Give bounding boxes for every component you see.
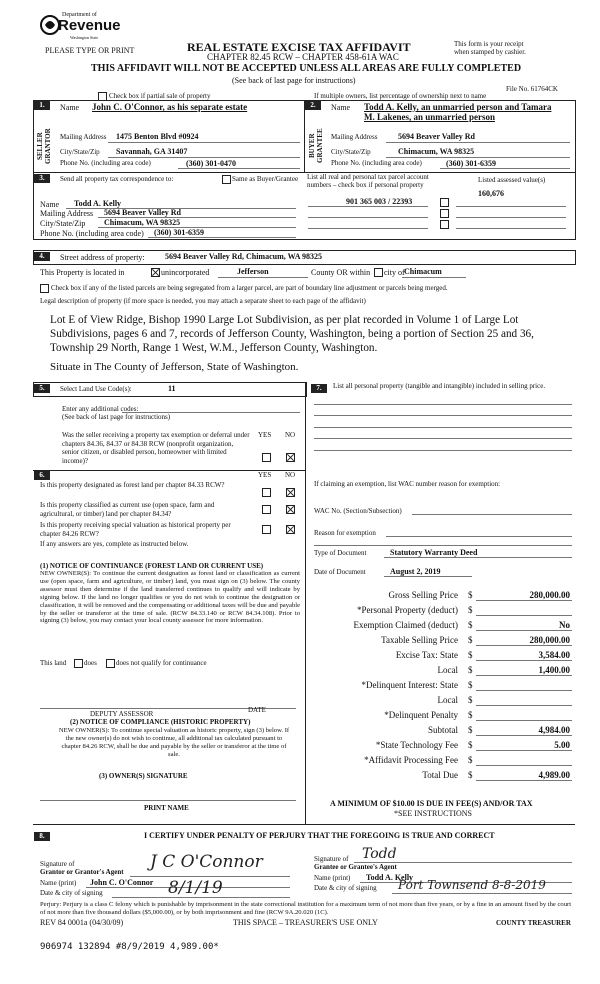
- logo-main: Revenue: [58, 17, 121, 34]
- calc-row: [314, 679, 576, 694]
- grantee-date-label: Date & city of signing: [314, 884, 377, 892]
- calc-label: Taxable Selling Price: [381, 635, 458, 645]
- calc-label: *State Technology Fee: [375, 740, 458, 750]
- please-type: PLEASE TYPE OR PRINT: [45, 46, 135, 55]
- form-title: REAL ESTATE EXCISE TAX AFFIDAVIT: [187, 40, 411, 54]
- section-2-marker: 2.: [305, 101, 321, 110]
- owner-signature-label: (3) OWNER(S) SIGNATURE: [99, 772, 188, 780]
- legal-description: Lot E of View Ridge, Bishop 1990 Large Lot Subdivision, as per plat recorded in Volume 1 of Large Lot Subdivisions, pages 6 and 7, records of Jefferson County, Washington, being a portion of Section 25 and 36, Township 29 North, Range 1 West, W.M., Jefferson County, Washington.: [50, 314, 534, 354]
- seller-mailing: 1475 Benton Blvd #0924: [116, 132, 199, 141]
- calc-line: [476, 705, 572, 706]
- section-7-marker: 7.: [311, 384, 327, 393]
- calc-row: [314, 754, 576, 769]
- buyer-name-line-1: Todd A. Kelly, an unmarried person and Tamara: [364, 102, 552, 112]
- exemption-no-checkbox[interactable]: [286, 453, 295, 462]
- calc-value: 4,989.00: [538, 770, 570, 780]
- same-as-buyer-checkbox[interactable]: [222, 175, 231, 184]
- buyer-name-label: Name: [331, 103, 351, 112]
- deputy-assessor-label: DEPUTY ASSESSOR: [90, 710, 154, 718]
- minimum-fee-note: A MINIMUM OF $10.00 IS DUE IN FEE(S) AND/OR TAX: [330, 799, 533, 808]
- calc-line: [476, 720, 572, 721]
- tax-calculation-table: [314, 589, 576, 785]
- same-as-buyer-label: Same as Buyer/Grantee: [232, 175, 299, 183]
- logo-top: Department of: [62, 12, 97, 18]
- calc-dollar: $: [468, 710, 473, 720]
- continuance-text: NEW OWNER(S): To continue the current designation as forest land or classification as current use (open space, farm and agriculture, or timber) land, you must sign on (3) below. The county assessor must then determine if the land transferred continues to qualify and will indicate by signing below. If the land no longer qualifies or you do not wish to continue the designation or classification, it will be removed and the compensating or additional taxes will be due and payable by the seller or transferor at the time of sale. (RCW 84.33.140 or RCW 84.34.108). Prior to signing (3) below, you may contact your local county assessor for more information.: [40, 570, 301, 625]
- grantee-signature: Todd: [362, 846, 397, 862]
- property-city: Chimacum: [404, 267, 442, 276]
- calc-label: *Delinquent Interest: State: [361, 680, 458, 690]
- section-6-marker: 6.: [34, 471, 50, 480]
- doc-date: August 2, 2019: [390, 567, 441, 576]
- current-use-question: Is this property classified as current use (open space, farm and agricultural, or timber) land per chapter 84.34?: [40, 501, 215, 518]
- s3-name-label: Name: [40, 200, 60, 209]
- s3-phone-label: Phone No. (including area code): [40, 229, 144, 238]
- seller-phone-label: Phone No. (including area code): [60, 159, 151, 167]
- calc-row: [314, 619, 576, 634]
- doc-date-label: Date of Document: [314, 568, 366, 576]
- calc-row: [314, 694, 576, 709]
- calc-dollar: $: [468, 755, 473, 765]
- seller-name-label: Name: [60, 103, 80, 112]
- does-not-qualify-checkbox[interactable]: [106, 659, 115, 668]
- calc-line: [476, 675, 572, 676]
- parcel-header-2: numbers – check box if personal property: [307, 181, 424, 189]
- personal-property-label: List all personal property (tangible and intangible) included in selling price.: [333, 382, 546, 390]
- doc-type-label: Type of Document: [314, 549, 367, 557]
- does-label: does: [84, 659, 97, 667]
- calc-label: *Personal Property (deduct): [357, 605, 458, 615]
- grantee-sig-label-1: Signature of: [314, 855, 349, 863]
- s3-mailing: 5694 Beaver Valley Rd: [104, 208, 181, 217]
- partial-sale-label: Check box if partial sale of property: [109, 92, 211, 100]
- segregated-checkbox[interactable]: [40, 284, 49, 293]
- current-use-no-checkbox[interactable]: [286, 505, 295, 514]
- calc-value: No: [559, 620, 570, 630]
- unincorporated-label: unincorporated: [161, 268, 210, 277]
- section-5-marker: 5.: [34, 384, 50, 393]
- calc-line: [476, 660, 572, 661]
- calc-row: [314, 664, 576, 679]
- forest-no-checkbox[interactable]: [286, 488, 295, 497]
- grantee-sig-label-2: Grantee or Grantee's Agent: [314, 863, 397, 871]
- grantor-name-label: Name (print): [40, 879, 77, 887]
- buyer-mailing-label: Mailing Address: [331, 133, 378, 141]
- calc-label: Exemption Claimed (deduct): [353, 620, 458, 630]
- additional-codes-label: Enter any additional codes:: [62, 405, 139, 413]
- print-name-label: PRINT NAME: [144, 804, 189, 812]
- land-use-code: 11: [168, 384, 176, 393]
- date-label: DATE: [248, 706, 266, 714]
- county-treasurer-label: COUNTY TREASURER: [496, 919, 571, 927]
- grantee-date: Port Townsend 8-8-2019: [398, 878, 546, 892]
- calc-label: Local: [437, 665, 458, 675]
- grantor-sig-label-2: Grantor or Grantor's Agent: [40, 868, 124, 876]
- buyer-city-label: City/State/Zip: [331, 148, 371, 156]
- parcel-header-1: List all real and personal tax parcel account: [307, 173, 429, 181]
- calc-value: 5.00: [554, 740, 570, 750]
- calc-line: [476, 780, 572, 781]
- s5-yes-header: YES: [258, 431, 272, 439]
- calc-line: [476, 765, 572, 766]
- personal-property-checkbox-3[interactable]: [440, 220, 449, 229]
- located-label: This Property is located in: [40, 268, 125, 277]
- calc-dollar: $: [468, 725, 473, 735]
- parcel-number: 901 365 003 / 22393: [346, 197, 413, 206]
- dor-logo-mark: [40, 14, 60, 36]
- calc-dollar: $: [468, 680, 473, 690]
- legal-description-label: Legal description of property (if more space is needed, you may attach a separate sheet to each page of the affidavit): [40, 297, 366, 305]
- situate-text: Situate in The County of Jefferson, State of Washington.: [50, 361, 299, 373]
- calc-dollar: $: [468, 635, 473, 645]
- calc-label: Subtotal: [427, 725, 458, 735]
- continuance-title: (1) NOTICE OF CONTINUANCE (FOREST LAND OR CURRENT USE): [40, 562, 264, 570]
- street-label: Street address of property:: [60, 253, 145, 262]
- s3-city: Chimacum, WA 98325: [104, 218, 181, 227]
- assessed-value: 160,676: [478, 189, 504, 198]
- form-warning: THIS AFFIDAVIT WILL NOT BE ACCEPTED UNLESS ALL AREAS ARE FULLY COMPLETED: [91, 63, 522, 74]
- exemption-question: Was the seller receiving a property tax exemption or deferral under chapters 84.36, 84.37 or 84.38 RCW (nonprofit organization, senior citizen, or disabled person, homeowner with limited income)?: [62, 431, 250, 465]
- calc-dollar: $: [468, 695, 473, 705]
- s3-city-label: City/State/Zip: [40, 219, 86, 228]
- send-correspondence-label: Send all property tax correspondence to:: [60, 175, 174, 183]
- grantor-name: John C. O'Connor: [90, 878, 154, 887]
- dor-logo: [40, 10, 121, 44]
- calc-row: [314, 724, 576, 739]
- calc-row: [314, 709, 576, 724]
- perjury-statement: Perjury: Perjury is a class C felony which is punishable by imprisonment in the state correctional institution for a maximum term of not more than five years, or by a fine in an amount fixed by the court of not more than five thousand dollars ($5,000.00), or by both imprisonment and fine (RCW 9A.20.020 (1C).: [40, 901, 572, 916]
- calc-value: 3,584.00: [538, 650, 570, 660]
- exemption-yes-checkbox[interactable]: [262, 453, 271, 462]
- form-revision: REV 84 0001a (04/30/09): [40, 918, 124, 927]
- calc-row: [314, 649, 576, 664]
- calc-label: Local: [437, 695, 458, 705]
- current-use-yes-checkbox[interactable]: [262, 505, 271, 514]
- unincorporated-checkbox[interactable]: [151, 268, 160, 277]
- s5-no-header: NO: [285, 431, 296, 439]
- city-of-label: city of: [384, 268, 405, 277]
- calc-dollar: $: [468, 740, 473, 750]
- calc-line: [476, 690, 572, 691]
- calc-row: [314, 769, 576, 784]
- buyer-side-label: BUYER GRANTEE: [308, 128, 324, 164]
- s6-no-header: NO: [285, 471, 296, 479]
- cashier-stamp: 906974 132894 #8/9/2019 4,989.00*: [40, 942, 219, 952]
- section-8-marker: 8.: [34, 832, 50, 841]
- calc-line: [476, 735, 572, 736]
- calc-label: Excise Tax: State: [395, 650, 458, 660]
- buyer-name-line-2: M. Lakenes, an unmarried person: [364, 112, 496, 122]
- answers-note: If any answers are yes, complete as instructed below.: [40, 540, 189, 548]
- grantor-sig-label-1: Signature of: [40, 860, 75, 868]
- buyer-city: Chimacum, WA 98325: [398, 147, 475, 156]
- grantee-name: Todd A. Kelly: [366, 873, 414, 882]
- forest-land-question: Is this property designated as forest land per chapter 84.33 RCW?: [40, 481, 225, 489]
- section-3-marker: 3.: [34, 174, 50, 183]
- calc-value: 280,000.00: [529, 590, 570, 600]
- buyer-phone-label: Phone No. (including area code): [331, 159, 422, 167]
- does-not-label: does not qualify for continuance: [116, 659, 207, 667]
- s3-phone: (360) 301-6359: [154, 228, 204, 237]
- assessed-value-header: Listed assessed value(s): [478, 176, 546, 184]
- calc-dollar: $: [468, 650, 473, 660]
- seller-phone: (360) 301-0470: [186, 159, 236, 168]
- calc-line: [476, 645, 572, 646]
- personal-property-checkbox-1[interactable]: [440, 198, 449, 207]
- calc-line: [476, 600, 572, 601]
- compliance-text: NEW OWNER(S): To continue special valuation as historic property, sign (3) below. If the new owner(s) do not wish to continue, all additional tax calculated pursuant to chapter 84.26 RCW, shall be due and payable by the seller or transferor at the time of sale.: [58, 727, 290, 758]
- calc-dollar: $: [468, 605, 473, 615]
- receipt-note-2: when stamped by cashier.: [454, 48, 526, 56]
- s6-yes-header: YES: [258, 471, 272, 479]
- compliance-title: (2) NOTICE OF COMPLIANCE (HISTORIC PROPERTY): [70, 718, 251, 726]
- calc-line: [476, 615, 572, 616]
- this-land-label: This land: [40, 659, 67, 667]
- calc-row: [314, 604, 576, 619]
- treasurer-use-only: THIS SPACE – TREASURER'S USE ONLY: [233, 918, 378, 927]
- forest-yes-checkbox[interactable]: [262, 488, 271, 497]
- grantor-date: 8/1/19: [168, 878, 223, 898]
- calc-label: *Delinquent Penalty: [384, 710, 458, 720]
- calc-value: 280,000.00: [529, 635, 570, 645]
- see-instructions: *SEE INSTRUCTIONS: [394, 809, 473, 818]
- calc-line: [476, 750, 572, 751]
- historic-question: Is this property receiving special valuation as historical property per chapter 84.26 RCW?: [40, 521, 231, 538]
- calc-value: 4,984.00: [538, 725, 570, 735]
- land-use-label: Select Land Use Code(s):: [60, 385, 132, 393]
- see-back-note: (See back of last page for instructions): [232, 76, 356, 85]
- logo-sub: Washington State: [70, 35, 99, 40]
- within-city-checkbox[interactable]: [374, 268, 383, 277]
- seller-side-label: SELLER GRANTOR: [36, 128, 52, 164]
- calc-row: [314, 739, 576, 754]
- calc-dollar: $: [468, 620, 473, 630]
- personal-property-checkbox-2[interactable]: [440, 209, 449, 218]
- calc-row: [314, 634, 576, 649]
- seller-name: John C. O'Connor, as his separate estate: [92, 102, 248, 112]
- calc-dollar: $: [468, 590, 473, 600]
- calc-dollar: $: [468, 665, 473, 675]
- county-name: Jefferson: [237, 267, 269, 276]
- grantee-name-label: Name (print): [314, 874, 351, 882]
- calc-label: Gross Selling Price: [388, 590, 458, 600]
- s3-mailing-label: Mailing Address: [40, 209, 94, 218]
- calc-value: 1,400.00: [538, 665, 570, 675]
- buyer-phone: (360) 301-6359: [446, 159, 496, 168]
- historic-no-checkbox[interactable]: [286, 525, 295, 534]
- certify-statement: I CERTIFY UNDER PENALTY OF PERJURY THAT THE FOREGOING IS TRUE AND CORRECT: [144, 831, 495, 840]
- does-qualify-checkbox[interactable]: [74, 659, 83, 668]
- s3-name: Todd A. Kelly: [74, 199, 122, 208]
- calc-line: [476, 630, 572, 631]
- grantor-signature: J C O'Connor: [150, 852, 263, 872]
- grantor-date-label: Date & city of signing: [40, 889, 103, 897]
- street-address: 5694 Beaver Valley Rd, Chimacum, WA 98325: [165, 252, 323, 261]
- section-1-marker: 1.: [34, 101, 50, 110]
- file-number: File No. 61764CK: [506, 85, 558, 93]
- exemption-reason-label: Reason for exemption: [314, 529, 376, 537]
- section-4-marker: 4.: [34, 252, 50, 261]
- wac-exemption-label: If claiming an exemption, list WAC number reason for exemption:: [314, 480, 501, 488]
- calc-label: *Affidavit Processing Fee: [364, 755, 458, 765]
- form-chapter: CHAPTER 82.45 RCW – CHAPTER 458-61A WAC: [207, 52, 399, 62]
- segregated-label: Check box if any of the listed parcels are being segregated from a larger parcel, are part of boundary line adjustment or parcels being merged.: [51, 284, 448, 292]
- additional-codes-note: (See back of last page for instructions): [62, 413, 171, 421]
- calc-row: [314, 589, 576, 604]
- wac-number-label: WAC No. (Section/Subsection): [314, 507, 402, 515]
- multiple-owners-note: If multiple owners, list percentage of ownership next to name: [314, 92, 487, 100]
- seller-city-label: City/State/Zip: [60, 148, 100, 156]
- calc-label: Total Due: [422, 770, 458, 780]
- doc-type: Statutory Warranty Deed: [390, 548, 478, 557]
- historic-yes-checkbox[interactable]: [262, 525, 271, 534]
- county-or-label: County OR within: [311, 268, 371, 277]
- seller-mailing-label: Mailing Address: [60, 133, 107, 141]
- calc-dollar: $: [468, 770, 473, 780]
- buyer-mailing: 5694 Beaver Valley Rd: [398, 132, 475, 141]
- receipt-note-1: This form is your receipt: [454, 40, 524, 48]
- seller-city: Savannah, GA 31407: [116, 147, 188, 156]
